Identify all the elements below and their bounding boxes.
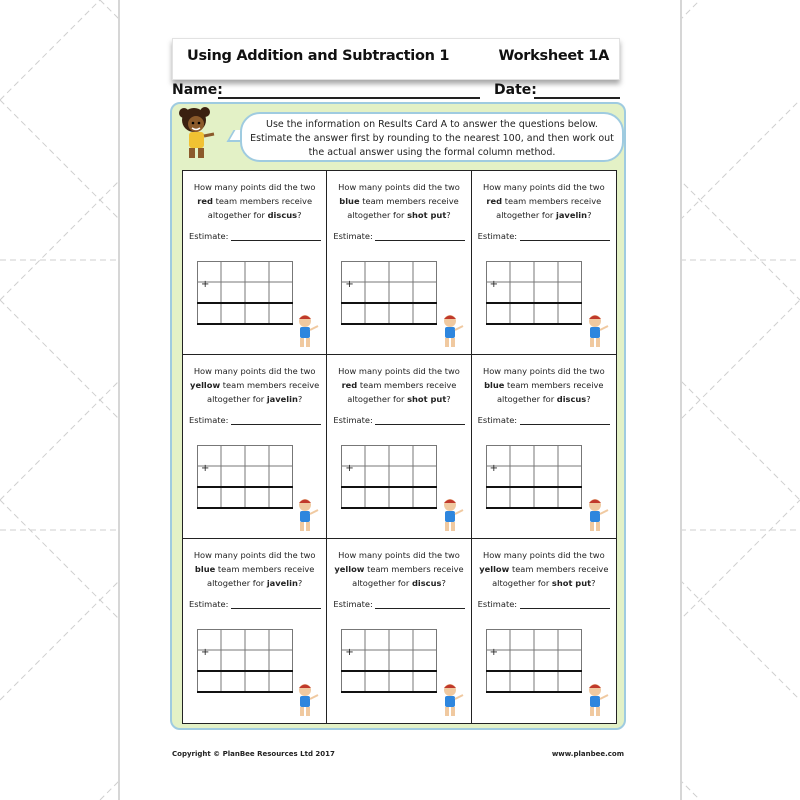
estimate-label: Estimate:	[189, 599, 229, 609]
column-method-grid[interactable]	[197, 445, 293, 509]
question-mid: team members receive altogether for	[496, 196, 602, 220]
question-post: ?	[587, 210, 592, 220]
estimate-label: Estimate:	[333, 599, 373, 609]
athlete-character-icon	[290, 683, 320, 719]
question-pre: How many points did the two	[193, 182, 316, 192]
question-text	[189, 180, 320, 222]
question-post: ?	[446, 394, 451, 404]
question-cell	[472, 355, 616, 539]
question-team: yellow	[479, 564, 510, 574]
girl-character-icon	[176, 104, 226, 162]
question-text	[333, 180, 464, 222]
question-pre: How many points did the two	[338, 182, 460, 192]
question-team: red	[197, 196, 213, 206]
question-pre: How many points did the two	[193, 366, 316, 376]
question-cell	[327, 539, 471, 723]
question-event: javelin	[266, 578, 298, 588]
estimate-answer-line[interactable]	[375, 240, 465, 241]
athlete-character-icon	[435, 314, 465, 350]
name-label: Name:	[172, 82, 223, 98]
question-cell	[183, 539, 327, 723]
athlete-character-icon	[580, 314, 610, 350]
question-cell	[183, 355, 327, 539]
questions-grid	[182, 170, 617, 724]
question-post: ?	[297, 210, 302, 220]
worksheet-title: Using Addition and Subtraction 1	[187, 48, 450, 64]
estimate-label: Estimate:	[477, 415, 518, 425]
question-pre: How many points did the two	[338, 550, 460, 560]
worksheet-page	[118, 0, 682, 800]
question-pre: How many points did the two	[193, 550, 316, 560]
estimate-label: Estimate:	[333, 415, 373, 425]
question-post: ?	[586, 394, 591, 404]
date-line	[534, 97, 620, 99]
question-mid: team members receive altogether for	[347, 196, 459, 220]
instructions-bubble: Use the information on Results Card A to answer the questions below. Estimate the answer first by rounding to the nearest 100, and then work out the actual answer using the formal column method.	[240, 112, 624, 162]
question-team: red	[486, 196, 503, 206]
plus-sign: +	[345, 463, 354, 474]
activity-frame	[170, 102, 626, 730]
estimate-answer-line[interactable]	[520, 424, 610, 425]
worksheet-number: Worksheet 1A	[498, 48, 609, 64]
plus-sign: +	[489, 279, 499, 290]
plus-sign: +	[201, 647, 210, 658]
athlete-character-icon	[435, 498, 465, 534]
question-mid: team members receive altogether for	[347, 380, 457, 404]
question-cell	[183, 171, 327, 355]
question-team: yellow	[190, 380, 221, 390]
column-method-grid[interactable]	[341, 629, 437, 693]
question-mid: team members receive altogether for	[496, 380, 604, 404]
question-team: blue	[194, 564, 216, 574]
title-banner	[172, 38, 620, 80]
question-mid: team members receive altogether for	[492, 564, 609, 588]
question-text	[333, 548, 464, 590]
question-cell	[327, 355, 471, 539]
question-post: ?	[297, 578, 303, 588]
question-event: shot put	[551, 578, 592, 588]
question-cell	[472, 539, 616, 723]
question-post: ?	[446, 210, 451, 220]
question-text	[478, 364, 610, 406]
column-method-grid[interactable]	[341, 445, 437, 509]
question-event: shot put	[407, 394, 447, 404]
estimate-label: Estimate:	[333, 231, 373, 241]
question-cell	[472, 171, 616, 355]
athlete-character-icon	[580, 683, 610, 719]
question-pre: How many points did the two	[482, 182, 605, 192]
question-event: shot put	[407, 210, 447, 220]
question-event: javelin	[555, 210, 588, 220]
date-label: Date:	[494, 82, 537, 98]
column-method-grid[interactable]	[486, 629, 582, 693]
question-text	[478, 180, 610, 222]
question-event: javelin	[266, 394, 298, 404]
column-method-grid[interactable]	[486, 261, 582, 325]
question-team: blue	[339, 196, 360, 206]
estimate-answer-line[interactable]	[231, 424, 321, 425]
athlete-character-icon	[290, 498, 320, 534]
column-method-grid[interactable]	[197, 629, 293, 693]
question-post: ?	[441, 578, 446, 588]
column-method-grid[interactable]	[341, 261, 437, 325]
question-event: discus	[556, 394, 587, 404]
question-text	[333, 364, 464, 406]
question-post: ?	[591, 578, 596, 588]
estimate-answer-line[interactable]	[520, 240, 610, 241]
estimate-answer-line[interactable]	[375, 424, 465, 425]
athlete-character-icon	[580, 498, 610, 534]
column-method-grid[interactable]	[486, 445, 582, 509]
question-pre: How many points did the two	[482, 366, 605, 376]
name-line	[218, 97, 480, 99]
question-team: blue	[484, 380, 505, 390]
estimate-label: Estimate:	[189, 415, 229, 425]
question-text	[478, 548, 610, 590]
question-team: red	[341, 380, 358, 390]
question-pre: How many points did the two	[482, 550, 605, 560]
column-method-grid[interactable]	[197, 261, 293, 325]
question-event: discus	[411, 578, 442, 588]
question-mid: team members receive altogether for	[207, 196, 313, 220]
estimate-label: Estimate:	[477, 231, 518, 241]
copyright-text: Copyright © PlanBee Resources Ltd 2017	[172, 750, 335, 758]
estimate-answer-line[interactable]	[231, 608, 321, 609]
question-mid: team members receive altogether for	[352, 564, 464, 588]
question-mid: team members receive altogether for	[207, 380, 320, 404]
question-pre: How many points did the two	[338, 366, 460, 376]
plus-sign: +	[345, 279, 354, 290]
estimate-label: Estimate:	[477, 599, 518, 609]
plus-sign: +	[201, 463, 210, 474]
athlete-character-icon	[435, 683, 465, 719]
question-cell	[327, 171, 471, 355]
question-text	[189, 364, 320, 406]
estimate-answer-line[interactable]	[375, 608, 465, 609]
question-post: ?	[297, 394, 303, 404]
question-team: yellow	[334, 564, 365, 574]
estimate-answer-line[interactable]	[231, 240, 321, 241]
plus-sign: +	[489, 463, 499, 474]
question-event: discus	[267, 210, 298, 220]
website-text: www.planbee.com	[551, 750, 624, 758]
plus-sign: +	[201, 279, 210, 290]
estimate-label: Estimate:	[189, 231, 229, 241]
name-date-row	[172, 82, 618, 102]
estimate-answer-line[interactable]	[520, 608, 610, 609]
athlete-character-icon	[290, 314, 320, 350]
plus-sign: +	[345, 647, 354, 658]
question-mid: team members receive altogether for	[207, 564, 315, 588]
question-text	[189, 548, 320, 590]
plus-sign: +	[489, 647, 499, 658]
